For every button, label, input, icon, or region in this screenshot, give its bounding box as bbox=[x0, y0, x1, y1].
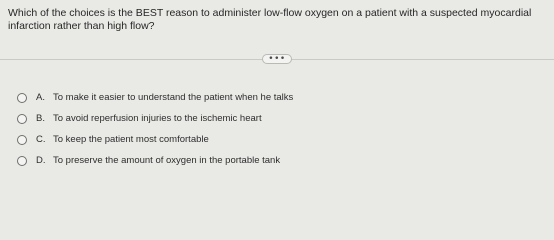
choice-a[interactable] bbox=[17, 91, 537, 104]
radio-button[interactable] bbox=[17, 93, 27, 103]
choice-b[interactable] bbox=[17, 112, 537, 125]
choice-letter: A. bbox=[36, 92, 45, 103]
choice-letter: B. bbox=[36, 113, 45, 124]
choice-text: To preserve the amount of oxygen in the portable tank bbox=[53, 155, 281, 166]
choice-letter: D. bbox=[36, 155, 46, 166]
choice-d[interactable] bbox=[17, 154, 537, 167]
question-text: Which of the choices is the BEST reason to administer low-flow oxygen on a patient with a suspected myocardial infarction rather than high flow? bbox=[8, 7, 532, 32]
choice-letter: C. bbox=[36, 134, 46, 145]
answer-choices bbox=[17, 91, 537, 175]
radio-button[interactable] bbox=[17, 156, 27, 166]
radio-button[interactable] bbox=[17, 135, 27, 145]
choice-text: To make it easier to understand the patient when he talks bbox=[53, 92, 294, 103]
radio-button[interactable] bbox=[17, 114, 27, 124]
choice-text: To avoid reperfusion injuries to the ischemic heart bbox=[53, 113, 262, 124]
choice-c[interactable] bbox=[17, 133, 537, 146]
choice-text: To keep the patient most comfortable bbox=[53, 134, 209, 145]
more-options-indicator[interactable]: ••• bbox=[262, 54, 292, 64]
